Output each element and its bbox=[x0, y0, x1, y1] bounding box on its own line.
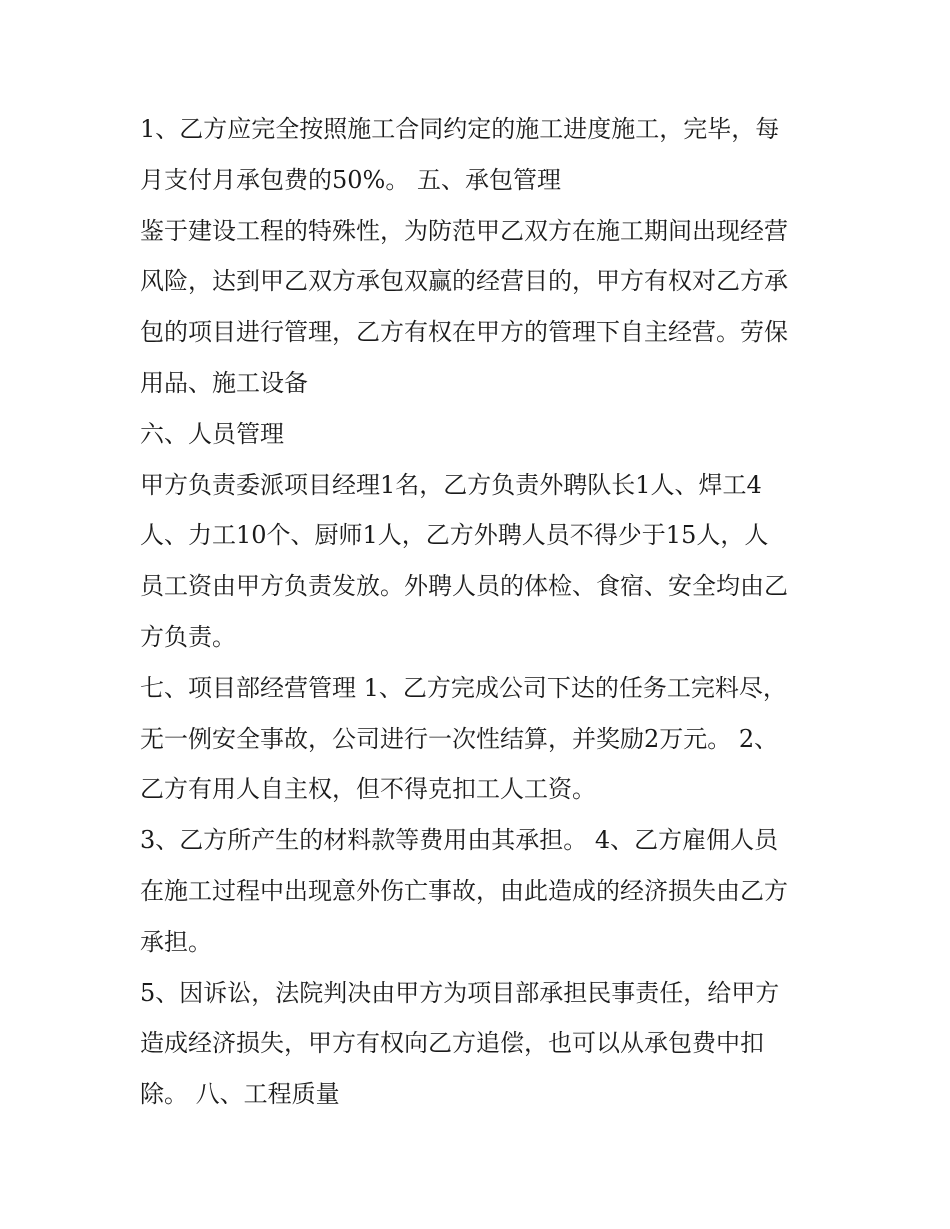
text-line: 3、乙方所产生的材料款等费用由其承担。 4、乙方雇佣人员 bbox=[140, 826, 779, 855]
text-line: 七、项目部经营管理 1、乙方完成公司下达的任务工完料尽， bbox=[140, 673, 787, 702]
text-line: 用品、施工设备 bbox=[140, 368, 308, 397]
text-line: 鉴于建设工程的特殊性，为防范甲乙双方在施工期间出现经营 bbox=[140, 216, 788, 245]
text-line: 无一例安全事故，公司进行一次性结算，并奖励2万元。 2、 bbox=[140, 724, 779, 753]
section-heading-personnel: 六、人员管理 bbox=[140, 419, 284, 448]
text-line: 5、因诉讼，法院判决由甲方为项目部承担民事责任，给甲方 bbox=[140, 978, 780, 1007]
text-line: 包的项目进行管理，乙方有权在甲方的管理下自主经营。劳保 bbox=[140, 318, 788, 347]
document-body bbox=[140, 104, 820, 1120]
text-line: 风险，达到甲乙双方承包双赢的经营目的，甲方有权对乙方承 bbox=[140, 267, 788, 296]
text-line: 承担。 bbox=[140, 927, 212, 956]
text-line: 乙方有用人自主权，但不得克扣工人工资。 bbox=[140, 775, 596, 804]
text-line: 除。 八、工程质量 bbox=[140, 1080, 340, 1109]
text-line: 甲方负责委派项目经理1名，乙方负责外聘队长1人、焊工4 bbox=[140, 470, 762, 499]
text-line: 1、乙方应完全按照施工合同约定的施工进度施工，完毕，每 bbox=[140, 115, 780, 143]
text-line: 员工资由甲方负责发放。外聘人员的体检、食宿、安全均由乙 bbox=[140, 572, 788, 601]
text-line: 方负责。 bbox=[140, 622, 236, 651]
text-line: 人、力工10个、厨师1人，乙方外聘人员不得少于15人，人 bbox=[140, 521, 769, 550]
text-line: 月支付月承包费的50%。 五、承包管理 bbox=[140, 165, 561, 194]
text-line: 造成经济损失，甲方有权向乙方追偿，也可以从承包费中扣 bbox=[140, 1029, 764, 1058]
text-line: 在施工过程中出现意外伤亡事故，由此造成的经济损失由乙方 bbox=[140, 876, 788, 905]
